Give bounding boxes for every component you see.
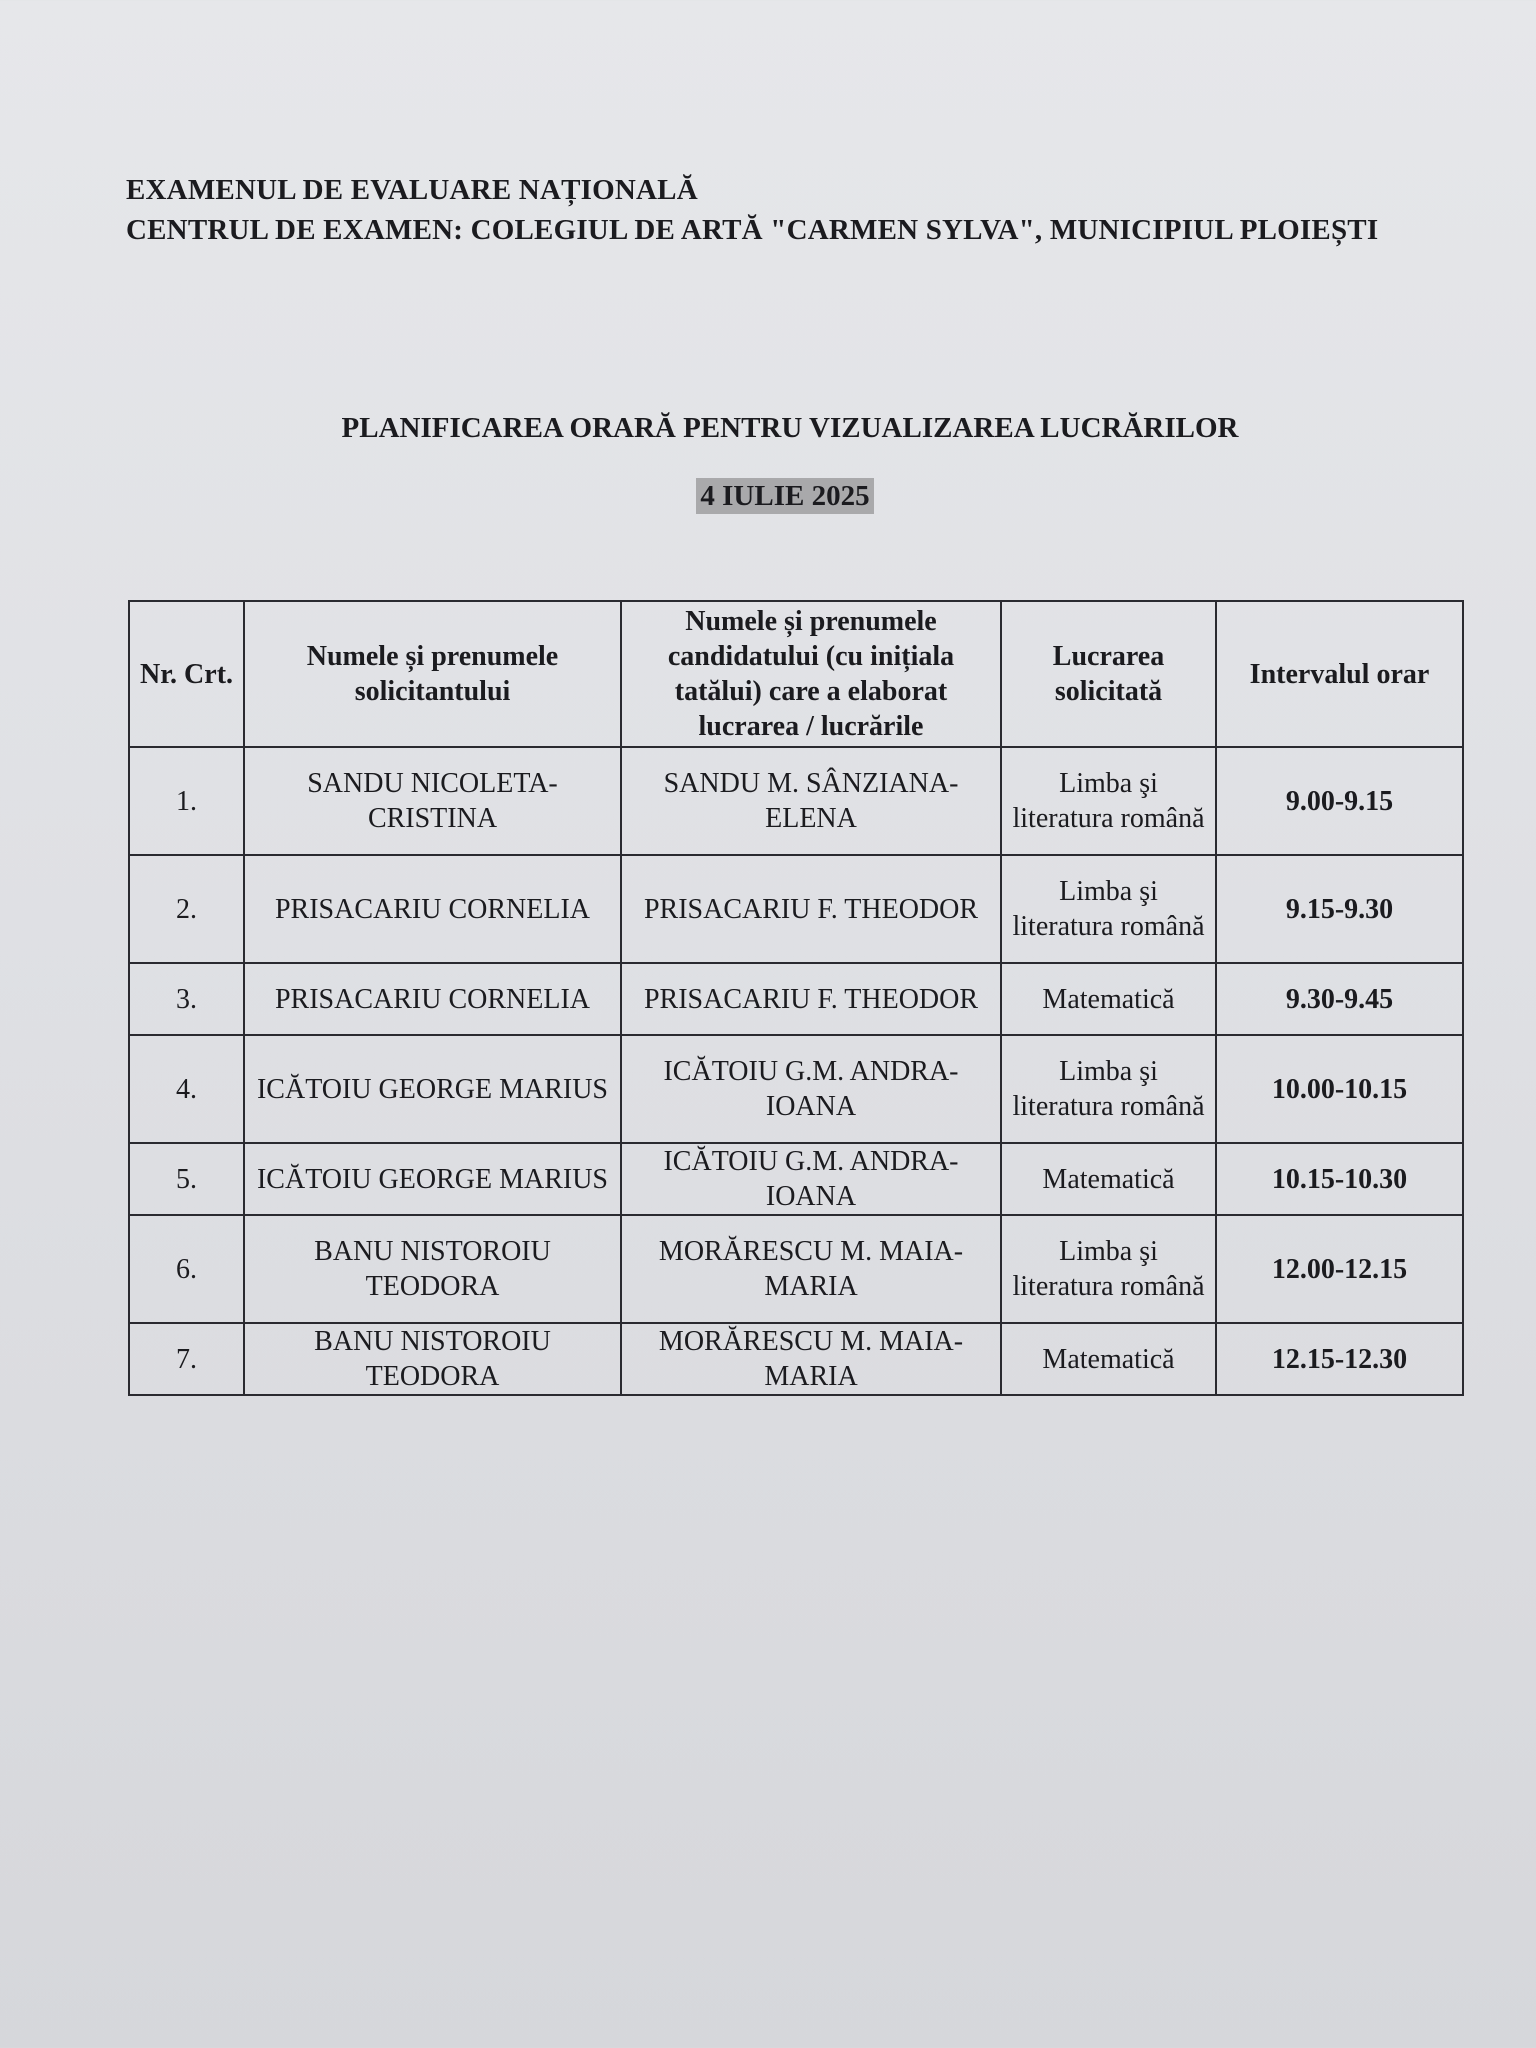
row-interval: 9.15-9.30 — [1216, 855, 1463, 963]
row-interval: 9.00-9.15 — [1216, 747, 1463, 855]
header-solicitant: Numele și prenumele solicitantului — [244, 601, 621, 747]
row-lucrare: Matematică — [1001, 1323, 1216, 1395]
exam-name: EXAMENUL DE EVALUARE NAȚIONALĂ — [126, 174, 698, 206]
row-candidat: PRISACARIU F. THEODOR — [621, 963, 1001, 1035]
table-row — [129, 963, 1463, 1035]
row-candidat: PRISACARIU F. THEODOR — [621, 855, 1001, 963]
row-nr: 1. — [129, 747, 244, 855]
row-solicitant: ICĂTOIU GEORGE MARIUS — [244, 1143, 621, 1215]
row-lucrare: Matematică — [1001, 963, 1216, 1035]
row-solicitant: PRISACARIU CORNELIA — [244, 963, 621, 1035]
row-lucrare: Matematică — [1001, 1143, 1216, 1215]
row-interval: 10.15-10.30 — [1216, 1143, 1463, 1215]
row-interval: 9.30-9.45 — [1216, 963, 1463, 1035]
exam-center: CENTRUL DE EXAMEN: COLEGIUL DE ARTĂ "CARMEN SYLVA", MUNICIPIUL PLOIEȘTI — [126, 214, 1379, 246]
row-candidat: MORĂRESCU M. MAIA-MARIA — [621, 1323, 1001, 1395]
document-title: PLANIFICAREA ORARĂ PENTRU VIZUALIZAREA LUCRĂRILOR — [341, 412, 1239, 444]
header-nr: Nr. Crt. — [129, 601, 244, 747]
row-nr: 3. — [129, 963, 244, 1035]
header-candidat: Numele și prenumele candidatului (cu inițiala tatălui) care a elaborat lucrarea / lucrările — [621, 601, 1001, 747]
date-wrap — [0, 478, 1536, 514]
row-lucrare: Limba şi literatura română — [1001, 1215, 1216, 1323]
row-solicitant: ICĂTOIU GEORGE MARIUS — [244, 1035, 621, 1143]
row-nr: 6. — [129, 1215, 244, 1323]
row-interval: 12.00-12.15 — [1216, 1215, 1463, 1323]
row-nr: 4. — [129, 1035, 244, 1143]
row-candidat: MORĂRESCU M. MAIA-MARIA — [621, 1215, 1001, 1323]
row-candidat: SANDU M. SÂNZIANA-ELENA — [621, 747, 1001, 855]
row-lucrare: Limba şi literatura română — [1001, 747, 1216, 855]
table-header-row — [129, 601, 1463, 747]
row-candidat: ICĂTOIU G.M. ANDRA-IOANA — [621, 1143, 1001, 1215]
row-interval: 12.15-12.30 — [1216, 1323, 1463, 1395]
table-row — [129, 747, 1463, 855]
row-candidat: ICĂTOIU G.M. ANDRA-IOANA — [621, 1035, 1001, 1143]
row-interval: 10.00-10.15 — [1216, 1035, 1463, 1143]
row-solicitant: BANU NISTOROIU TEODORA — [244, 1215, 621, 1323]
row-nr: 2. — [129, 855, 244, 963]
row-solicitant: PRISACARIU CORNELIA — [244, 855, 621, 963]
row-nr: 5. — [129, 1143, 244, 1215]
document-date: 4 IULIE 2025 — [696, 478, 873, 514]
row-solicitant: SANDU NICOLETA-CRISTINA — [244, 747, 621, 855]
row-nr: 7. — [129, 1323, 244, 1395]
header-lucrare: Lucrarea solicitată — [1001, 601, 1216, 747]
row-solicitant: BANU NISTOROIU TEODORA — [244, 1323, 621, 1395]
table-row — [129, 1035, 1463, 1143]
table-row — [129, 855, 1463, 963]
row-lucrare: Limba şi literatura română — [1001, 1035, 1216, 1143]
table-row — [129, 1215, 1463, 1323]
header-interval: Intervalul orar — [1216, 601, 1463, 747]
schedule-table — [128, 600, 1464, 1396]
table-row — [129, 1323, 1463, 1395]
row-lucrare: Limba şi literatura română — [1001, 855, 1216, 963]
document-header — [126, 170, 1378, 250]
table-row — [129, 1143, 1463, 1215]
